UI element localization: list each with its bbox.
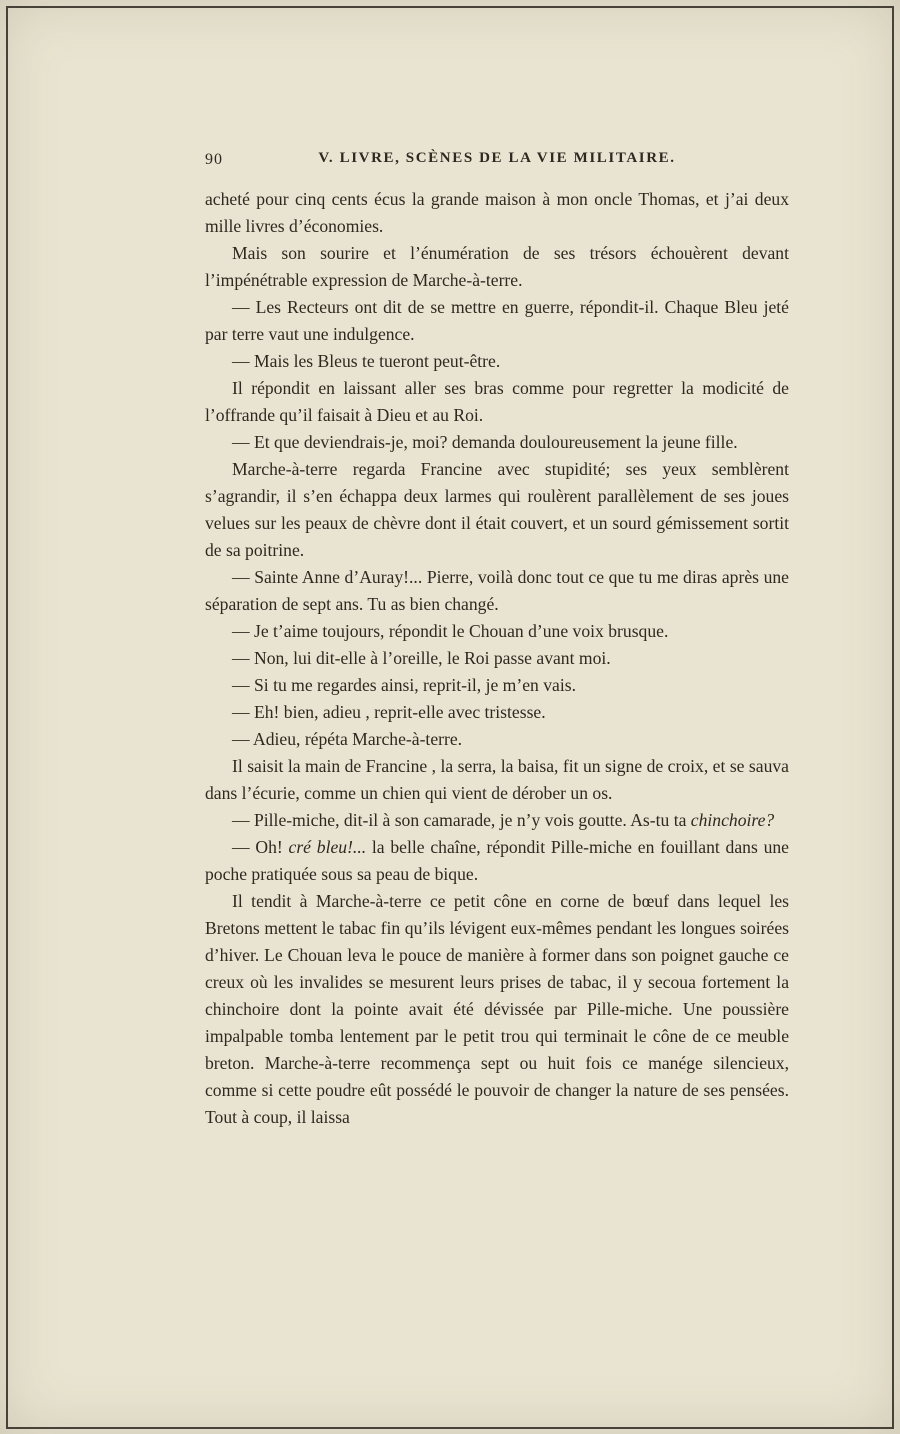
paragraph bbox=[205, 672, 789, 699]
text-run: — Non, lui dit-elle à l’oreille, le Roi passe avant moi. bbox=[232, 648, 611, 668]
italic-text-run: chinchoire? bbox=[690, 810, 775, 830]
paragraph bbox=[205, 240, 789, 294]
text-run: — Je t’aime toujours, répondit le Chouan d’une voix brusque. bbox=[232, 621, 669, 641]
body-text bbox=[205, 186, 789, 1131]
paragraph bbox=[205, 753, 789, 807]
text-run: — Les Recteurs ont dit de se mettre en guerre, répondit-il. Chaque Bleu jeté par terre vaut une indulgence. bbox=[205, 297, 789, 344]
text-run: la belle chaîne, répondit Pille-miche en fouillant dans une poche pratiquée sous sa peau de bique. bbox=[205, 837, 789, 884]
paragraph bbox=[205, 807, 789, 834]
paragraph bbox=[205, 699, 789, 726]
paragraph bbox=[205, 888, 789, 1131]
text-run: — Eh! bien, adieu , reprit-elle avec tristesse. bbox=[232, 702, 546, 722]
page-content bbox=[205, 148, 789, 1131]
running-title: V. LIVRE, SCÈNES DE LA VIE MILITAIRE. bbox=[318, 150, 676, 166]
text-run: Il saisit la main de Francine , la serra, la baisa, fit un signe de croix, et se sauva dans l’écurie, comme un chien qui vient de dérober un os. bbox=[205, 756, 789, 803]
paragraph bbox=[205, 375, 789, 429]
text-run: — Mais les Bleus te tueront peut-être. bbox=[232, 351, 501, 371]
text-run: — Sainte Anne d’Auray!... Pierre, voilà donc tout ce que tu me diras après une séparation de sept ans. Tu as bien changé. bbox=[205, 567, 789, 614]
paragraph bbox=[205, 429, 789, 456]
paragraph bbox=[205, 348, 789, 375]
text-run: Mais son sourire et l’énumération de ses trésors échouèrent devant l’impénétrable expression de Marche-à-terre. bbox=[205, 243, 789, 290]
text-run: Marche-à-terre regarda Francine avec stupidité; ses yeux semblèrent s’agrandir, il s’en échappa deux larmes qui roulèrent parallèlement de ses joues velues sur les peaux de chèvre dont il était couvert, et un sourd gémissement sortit de sa poitrine. bbox=[205, 459, 789, 560]
text-run: — Pille-miche, dit-il à son camarade, je n’y vois goutte. As-tu ta bbox=[232, 810, 691, 830]
paragraph bbox=[205, 294, 789, 348]
paragraph bbox=[205, 618, 789, 645]
italic-text-run: cré bleu!... bbox=[288, 837, 367, 857]
paragraph bbox=[205, 564, 789, 618]
paragraph bbox=[205, 456, 789, 564]
text-run: acheté pour cinq cents écus la grande maison à mon oncle Thomas, et j’ai deux mille livres d’économies. bbox=[205, 189, 789, 236]
text-run: Il tendit à Marche-à-terre ce petit cône en corne de bœuf dans lequel les Bretons mettent le tabac fin qu’ils lévigent eux-mêmes pendant les longues soirées d’hiver. Le Chouan leva le pouce de manière à former dans son poignet gauche ce creux où les invalides se mesurent leurs prises de tabac, il y secoua fortement la chinchoire dont la pointe avait été dévissée par Pille-miche. Une poussière impalpable tomba lentement par le petit trou qui terminait le cône de ce meuble breton. Marche-à-terre recommença sept ou huit fois ce manége silencieux, comme si cette poudre eût possédé le pouvoir de changer la nature de ses pensées. Tout à coup, il laissa bbox=[205, 891, 789, 1127]
paragraph bbox=[205, 645, 789, 672]
paragraph bbox=[205, 726, 789, 753]
text-run: Il répondit en laissant aller ses bras comme pour regretter la modicité de l’offrande qu’il faisait à Dieu et au Roi. bbox=[205, 378, 789, 425]
running-head bbox=[205, 148, 789, 172]
page-number: 90 bbox=[205, 151, 223, 168]
paragraph bbox=[205, 186, 789, 240]
text-run: — Et que deviendrais-je, moi? demanda douloureusement la jeune fille. bbox=[232, 432, 738, 452]
text-run: — Oh! bbox=[232, 837, 289, 857]
text-run: — Si tu me regardes ainsi, reprit-il, je m’en vais. bbox=[232, 675, 576, 695]
paragraph bbox=[205, 834, 789, 888]
text-run: — Adieu, répéta Marche-à-terre. bbox=[232, 729, 463, 749]
